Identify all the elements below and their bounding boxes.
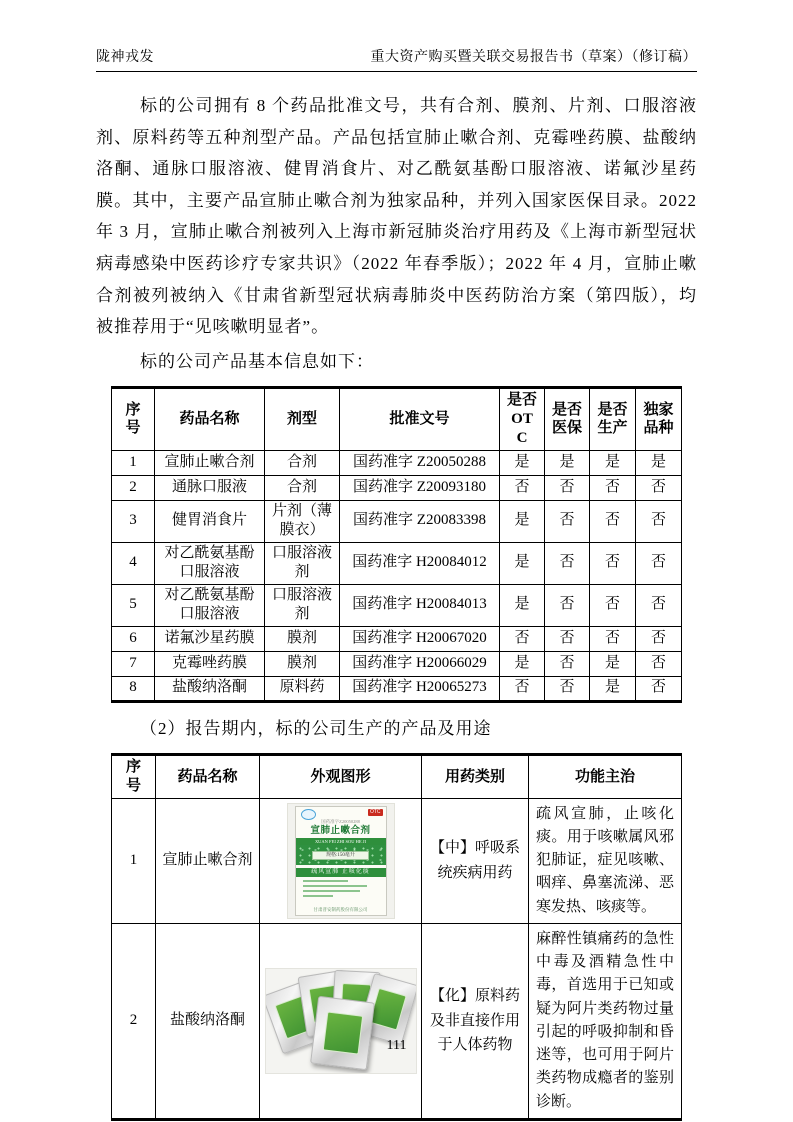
cell: 是 bbox=[500, 500, 545, 542]
box-fineprint-lines bbox=[296, 877, 386, 897]
box-slogan: 疏风宣肺 止咳化痰 bbox=[296, 868, 386, 877]
intro-paragraph: 标的公司拥有 8 个药品批准文号，共有合剂、膜剂、片剂、口服溶液剂、原料药等五种剂型产品。产品包括宣肺止嗽合剂、克霉唑药膜、盐酸纳洛酮、通脉口服溶液、健胃消食片、对乙酰氨基酚口服溶液、诺氟沙星药膜。其中，主要产品宣肺止嗽合剂为独家品种，并列入国家医保目录。2022 年 3 月，宣肺止嗽合剂被列入上海市新冠肺炎治疗用药及《上海市新型冠状病毒感染中医药诊疗专家共识》（2022 年春季版）；2022 年 4 月，宣肺止嗽合剂被列被纳入《甘肃省新型冠状病毒肺炎中医药防治方案（第四版），均被推荐用于“见咳嗽明显者”。 bbox=[96, 96, 697, 337]
running-header bbox=[96, 46, 697, 72]
cell: 否 bbox=[545, 676, 590, 701]
col-header-appearance: 外观图形 bbox=[260, 755, 422, 799]
cell: 是 bbox=[500, 450, 545, 475]
cell: 片剂（薄膜衣） bbox=[265, 500, 340, 542]
pouch-label bbox=[322, 1011, 363, 1054]
cell: 是 bbox=[590, 651, 636, 676]
cell: 否 bbox=[636, 626, 682, 651]
col-header-in-production: 是否生产 bbox=[590, 388, 636, 450]
cell: 否 bbox=[636, 584, 682, 626]
cell: 国药准字 H20084013 bbox=[340, 584, 500, 626]
col-header-approval-number: 批准文号 bbox=[340, 388, 500, 450]
cell: 是 bbox=[545, 450, 590, 475]
cell: 膜剂 bbox=[265, 651, 340, 676]
cell: 否 bbox=[636, 651, 682, 676]
product-basic-info-table bbox=[111, 386, 682, 702]
product-usage-table bbox=[111, 753, 682, 1121]
col-header-medicare: 是否医保 bbox=[545, 388, 590, 450]
col-header-otc: 是否OTC bbox=[500, 388, 545, 450]
cell: 宣肺止嗽合剂 bbox=[155, 450, 265, 475]
cell: 对乙酰氨基酚口服溶液 bbox=[155, 542, 265, 584]
cell: 6 bbox=[112, 626, 155, 651]
header-report-title: 重大资产购买暨关联交易报告书（草案）（修订稿） bbox=[370, 50, 697, 65]
cell: 是 bbox=[590, 450, 636, 475]
box-gap bbox=[296, 860, 386, 868]
cell: 8 bbox=[112, 676, 155, 701]
table-row bbox=[112, 450, 682, 475]
table1-lead-in: 标的公司产品基本信息如下： bbox=[140, 351, 374, 371]
cell: 否 bbox=[590, 626, 636, 651]
cell: 否 bbox=[590, 542, 636, 584]
col-header-drug-name: 药品名称 bbox=[155, 388, 265, 450]
cell: 国药准字 H20065273 bbox=[340, 676, 500, 701]
table-row bbox=[112, 475, 682, 500]
naloxone-pouches-photo bbox=[265, 968, 417, 1074]
cell: 合剂 bbox=[265, 450, 340, 475]
cell: 国药准字 Z20093180 bbox=[340, 475, 500, 500]
cell: 是 bbox=[500, 584, 545, 626]
medicine-box bbox=[295, 806, 387, 916]
table-row bbox=[112, 676, 682, 701]
cell: 否 bbox=[500, 676, 545, 701]
cell: 否 bbox=[545, 475, 590, 500]
cell-indications: 疏风宣肺，止咳化痰。用于咳嗽属风邪犯肺证，症见咳嗽、咽痒、鼻塞流涕、恶寒发热、咳痰等。 bbox=[529, 798, 682, 923]
cell: 对乙酰氨基酚口服溶液 bbox=[155, 584, 265, 626]
cell: 口服溶液剂 bbox=[265, 542, 340, 584]
cell: 原料药 bbox=[265, 676, 340, 701]
foil-pouch bbox=[310, 996, 375, 1070]
cell-drug-category: 【中】呼吸系统疾病用药 bbox=[422, 798, 529, 923]
cell: 否 bbox=[636, 475, 682, 500]
table-row bbox=[112, 542, 682, 584]
cell: 国药准字 H20067020 bbox=[340, 626, 500, 651]
cell: 5 bbox=[112, 584, 155, 626]
page-number: 111 bbox=[386, 1038, 407, 1053]
col-header-dosage-form: 剂型 bbox=[265, 388, 340, 450]
page-content bbox=[96, 90, 697, 1121]
col-header-seq: 序号 bbox=[112, 388, 155, 450]
col-header-exclusive: 独家品种 bbox=[636, 388, 682, 450]
cell: 国药准字 Z20083398 bbox=[340, 500, 500, 542]
cell: 否 bbox=[636, 542, 682, 584]
cell: 是 bbox=[500, 651, 545, 676]
table-row bbox=[112, 923, 682, 1119]
cell: 否 bbox=[636, 676, 682, 701]
cell: 7 bbox=[112, 651, 155, 676]
cell-drug-name: 宣肺止嗽合剂 bbox=[156, 798, 260, 923]
cell-seq: 2 bbox=[112, 923, 156, 1119]
cell: 1 bbox=[112, 450, 155, 475]
cell: 通脉口服液 bbox=[155, 475, 265, 500]
cell: 口服溶液剂 bbox=[265, 584, 340, 626]
cell: 否 bbox=[545, 542, 590, 584]
cell: 否 bbox=[590, 584, 636, 626]
cell: 否 bbox=[500, 475, 545, 500]
box-company-name: 甘肃普安制药股份有限公司 bbox=[313, 906, 368, 912]
otc-badge: OTC bbox=[369, 808, 381, 815]
cell-indications: 麻醉性镇痛药的急性中毒及酒精急性中毒，首选用于已知或疑为阿片类药物过量引起的呼吸抑制和昏迷等，也可用于阿片类药物成瘾者的鉴别诊断。 bbox=[529, 923, 682, 1119]
cell-seq: 1 bbox=[112, 798, 156, 923]
cell-drug-name: 盐酸纳洛酮 bbox=[156, 923, 260, 1119]
section-2-heading: （2）报告期内，标的公司生产的产品及用途 bbox=[140, 718, 492, 738]
table-row bbox=[112, 651, 682, 676]
cell: 诺氟沙星药膜 bbox=[155, 626, 265, 651]
cell: 合剂 bbox=[265, 475, 340, 500]
brand-logo-icon bbox=[301, 809, 316, 820]
xuanfei-box-photo bbox=[287, 803, 395, 919]
table2-header-row bbox=[112, 755, 682, 799]
cell: 健胃消食片 bbox=[155, 500, 265, 542]
box-pinyin: XUAN FEI ZHI SOU HE JI bbox=[296, 838, 386, 845]
cell-drug-category: 【化】原料药及非直接作用于人体药物 bbox=[422, 923, 529, 1119]
cell: 否 bbox=[636, 500, 682, 542]
col-header-drug-name: 药品名称 bbox=[156, 755, 260, 799]
col-header-indications: 功能主治 bbox=[529, 755, 682, 799]
cell: 是 bbox=[500, 542, 545, 584]
table1-header-row bbox=[112, 388, 682, 450]
table-row bbox=[112, 500, 682, 542]
cell: 否 bbox=[545, 651, 590, 676]
cell: 否 bbox=[545, 500, 590, 542]
col-header-drug-category: 用药类别 bbox=[422, 755, 529, 799]
pouch-label bbox=[369, 988, 407, 1030]
cell: 2 bbox=[112, 475, 155, 500]
cell: 否 bbox=[590, 475, 636, 500]
cell-product-photo bbox=[260, 798, 422, 923]
cell: 国药准字 H20084012 bbox=[340, 542, 500, 584]
cell: 盐酸纳洛酮 bbox=[155, 676, 265, 701]
cell: 国药准字 H20066029 bbox=[340, 651, 500, 676]
header-company-name: 陇神戎发 bbox=[96, 50, 154, 65]
table-row bbox=[112, 584, 682, 626]
cell: 否 bbox=[545, 584, 590, 626]
box-spec: 规格:150毫升 bbox=[312, 851, 370, 860]
col-header-seq: 序号 bbox=[112, 755, 156, 799]
cell: 国药准字 Z20050288 bbox=[340, 450, 500, 475]
cell: 否 bbox=[545, 626, 590, 651]
box-approval-number: 国药准字Z20050288 bbox=[321, 818, 360, 824]
cell: 3 bbox=[112, 500, 155, 542]
table-row bbox=[112, 626, 682, 651]
cell: 否 bbox=[500, 626, 545, 651]
cell: 是 bbox=[636, 450, 682, 475]
table-row bbox=[112, 798, 682, 923]
cell: 4 bbox=[112, 542, 155, 584]
cell-product-photo bbox=[260, 923, 422, 1119]
cell: 克霉唑药膜 bbox=[155, 651, 265, 676]
cell: 是 bbox=[590, 676, 636, 701]
cell: 膜剂 bbox=[265, 626, 340, 651]
cell: 否 bbox=[590, 500, 636, 542]
box-product-title: 宣肺止嗽合剂 bbox=[310, 825, 371, 836]
